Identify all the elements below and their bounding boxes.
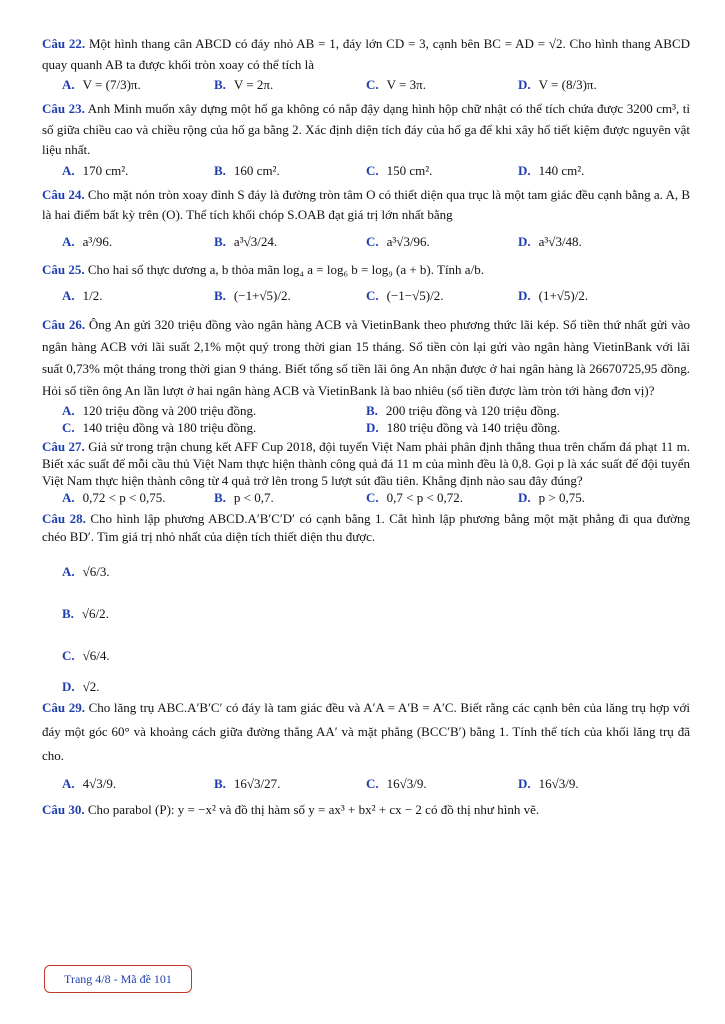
option-c[interactable]: C. 0,7 < p < 0,72. xyxy=(366,490,464,505)
option-b[interactable]: B. 16√3/27. xyxy=(214,776,281,791)
options-23 xyxy=(42,163,690,179)
option-a[interactable]: A. V = (7/3)π. xyxy=(62,77,141,92)
question-24: Câu 24. Cho mặt nón tròn xoay đỉnh S đáy là đường tròn tâm O có thiết diện qua trục là một tam giác đều cạnh bằng a. A, B là hai điểm bất kỳ trên (O). Thể tích khối chóp S.OAB đạt giá trị lớn nhất bằng xyxy=(42,186,691,222)
option-b[interactable]: B. (−1+√5)/2. xyxy=(214,288,291,303)
option-d[interactable]: D. √2. xyxy=(62,679,100,694)
question-22: Câu 22. Một hình thang cân ABCD có đáy nhỏ AB = 1, đáy lớn CD = 3, cạnh bên BC = AD = √2. Cho hình thang ABCD quay quanh AB ta được khối tròn xoay có thể tích là xyxy=(42,36,691,72)
option-d[interactable]: D. p > 0,75. xyxy=(518,490,585,505)
question-28: Câu 28. Cho hình lập phương ABCD.A′B′C′D′ có cạnh bằng 1. Cắt hình lập phương bằng một mặt phẳng đi qua đường chéo BD′. Tìm giá trị nhỏ nhất của diện tích thiết diện thu được. xyxy=(42,511,691,544)
option-b[interactable]: B. 160 cm². xyxy=(214,162,280,178)
option-b[interactable]: B. V = 2π. xyxy=(214,77,274,92)
option-a[interactable]: A. 120 triệu đồng và 200 triệu đồng. xyxy=(62,403,257,418)
options-22 xyxy=(42,77,690,93)
options-28 xyxy=(42,554,690,694)
option-c[interactable]: C. V = 3π. xyxy=(366,77,426,92)
question-25: Câu 25. Cho hai số thực dương a, b thỏa mãn log₄ a = log₆ b = log₉ (a + b). Tính a/b. xyxy=(42,261,484,277)
options-29 xyxy=(42,776,690,792)
option-d[interactable]: D. 140 cm². xyxy=(518,162,585,178)
option-a[interactable]: A. a³/96. xyxy=(62,233,113,249)
option-a[interactable]: A. 170 cm². xyxy=(62,162,129,178)
option-b[interactable]: B. p < 0,7. xyxy=(214,490,274,505)
option-d[interactable]: D. V = (8/3)π. xyxy=(518,77,597,92)
options-26-row2 xyxy=(42,420,690,436)
options-24 xyxy=(42,234,690,250)
option-b[interactable]: B. √6/2. xyxy=(62,606,109,621)
option-d[interactable]: D. (1+√5)/2. xyxy=(518,288,589,303)
option-a[interactable]: A. √6/3. xyxy=(62,564,110,579)
option-b[interactable]: B. a³√3/24. xyxy=(214,233,278,249)
option-c[interactable]: C. a³√3/96. xyxy=(366,233,430,249)
options-25 xyxy=(42,288,690,304)
question-23: Câu 23. Anh Minh muốn xây dựng một hố ga không có nắp đậy dạng hình hộp chữ nhật có thể tích chứa được 3200 cm³, tỉ số giữa chiều cao và chiều rộng của hố ga bằng 2. Xác định diện tích đáy của hố ga để khi xây hố tiết kiệm được nguyên vật liệu nhất. xyxy=(42,101,690,157)
option-b[interactable]: B. 200 triệu đồng và 120 triệu đồng. xyxy=(366,403,560,418)
exam-page xyxy=(42,34,690,821)
question-30: Câu 30. Cho parabol (P): y = −x² và đồ thị hàm số y = ax³ + bx² + cx − 2 có đồ thị như hình vẽ. xyxy=(42,802,540,817)
option-a[interactable]: A. 4√3/9. xyxy=(62,776,117,791)
question-29: Câu 29. Cho lăng trụ ABC.A′B′C′ có đáy là tam giác đều và A′A = A′B = A′C. Biết rằng các cạnh bên của lăng trụ hợp với đáy một góc 60° và khoảng cách giữa đường thẳng AA′ và mặt phẳng (BCC′B′) bằng 1. Tính thể tích của khối lăng trụ đã cho. xyxy=(42,700,691,763)
page-footer: Trang 4/8 - Mã đề 101 xyxy=(44,965,192,993)
option-c[interactable]: C. 16√3/9. xyxy=(366,776,427,791)
options-26-row1 xyxy=(42,403,690,419)
option-a[interactable]: A. 0,72 < p < 0,75. xyxy=(62,490,166,505)
option-a[interactable]: A. 1/2. xyxy=(62,288,103,303)
question-26: Câu 26. Ông An gửi 320 triệu đồng vào ngân hàng ACB và VietinBank theo phương thức lãi kép. Số tiền thứ nhất gửi vào ngân hàng ACB với lãi suất 2,1% một quý trong thời gian 15 tháng. Số tiền còn lại gửi vào ngân hàng VietinBank với lãi suất 0,73% một tháng trong thời gian 9 tháng. Biết tổng số tiền lãi ông An nhận được ở hai ngân hàng là 26670725,95 đồng. Hỏi số tiền ông An lần lượt ở hai ngân hàng ACB và VietinBank là bao nhiêu (số tiền được làm tròn tới hàng đơn vị)? xyxy=(42,317,690,398)
question-27: Câu 27. Giả sử trong trận chung kết AFF Cup 2018, đội tuyển Việt Nam phải phân định thắng thua trên chấm đá phạt 11 m. Biết xác suất để mỗi cầu thủ Việt Nam thực hiện thành công quả đá 11 m của mình đều là 0,8. Gọi p là xác suất để đội tuyển Việt Nam thực hiện thành công từ 4 quả trở lên trong 5 lượt sút đầu tiên. Khẳng định nào sau đây đúng? xyxy=(42,439,691,488)
option-d[interactable]: D. 16√3/9. xyxy=(518,776,579,791)
option-d[interactable]: D. a³√3/48. xyxy=(518,233,582,249)
option-d[interactable]: D. 180 triệu đồng và 140 triệu đồng. xyxy=(366,420,561,435)
options-27 xyxy=(42,490,690,506)
option-c[interactable]: C. (−1−√5)/2. xyxy=(366,288,444,303)
option-c[interactable]: C. 150 cm². xyxy=(366,162,433,178)
option-c[interactable]: C. 140 triệu đồng và 180 triệu đồng. xyxy=(62,420,257,435)
option-c[interactable]: C. √6/4. xyxy=(62,648,110,663)
